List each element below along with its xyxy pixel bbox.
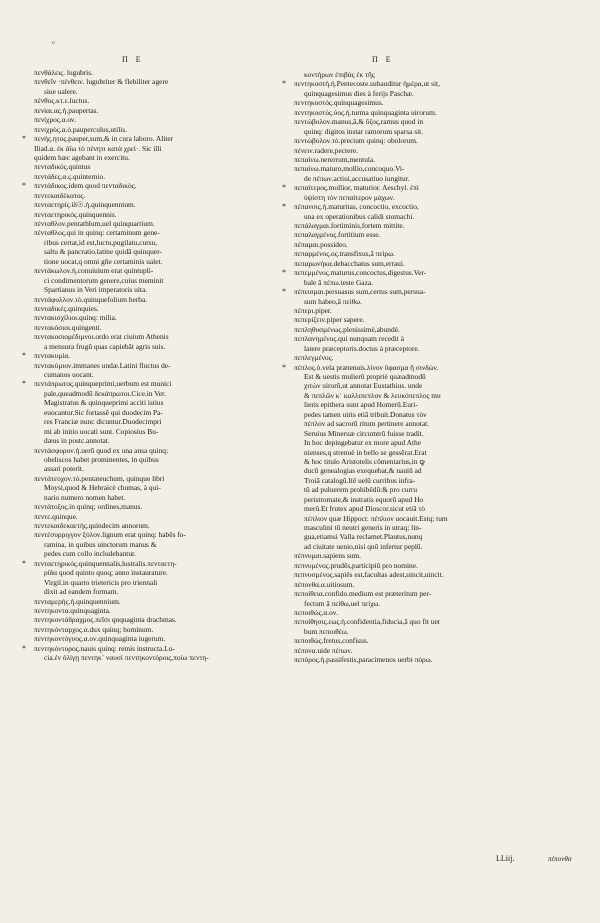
text-line: πεπλεγμένος. bbox=[294, 353, 334, 363]
text-line: πεντάτευχον.τὸ.pentateuchum, quinque libri bbox=[34, 473, 165, 483]
text-line: Magistratus & quinqueprimi acciti istius bbox=[44, 398, 164, 408]
text-line: ci condimentorum genere,cuius meminit bbox=[44, 275, 164, 285]
running-head-right: Π Ε bbox=[372, 55, 394, 64]
right-column bbox=[282, 70, 514, 665]
text-line: pedes cum collo includebantur. bbox=[44, 549, 136, 559]
text-line: πεντηκοστύς.ύος.ἡ.turma quinquaginta uirorum. bbox=[294, 107, 437, 117]
text-line: * πεντακυμία. bbox=[22, 351, 254, 360]
text-line: πεπαίνω.nererrum,mentula. bbox=[294, 154, 376, 164]
text-line: * πέπανσις.ἡ.maturitas, concoctio, excoctio, bbox=[282, 202, 514, 211]
text-line: Iliad.α. ἐκ ἀΐω τὸ πένητι κατὰ χρεί·. Sic illi bbox=[34, 143, 162, 153]
text-line: πεπερίζειν.piper sapere. bbox=[294, 315, 365, 325]
text-line: bum πεποιθέω. bbox=[304, 626, 349, 636]
text-line: πενταδικός.quintus bbox=[34, 162, 91, 172]
text-line: dæus in postc.annotat. bbox=[44, 436, 110, 446]
text-line: πεπόρος.ἡ.passifestis,paracimenos uerbi πόρω. bbox=[294, 655, 433, 665]
text-line: * πέπεισμαι.persuasus sum,certus sum,persua- bbox=[282, 287, 514, 296]
text-line: πενταμερής.ἡ.quinquennium. bbox=[34, 596, 121, 606]
text-line: πενταετηρικός.quinquennis. bbox=[34, 209, 117, 219]
text-line: πεντηκόνταρχος.α.dux quinq; hominum. bbox=[34, 624, 154, 634]
text-line: Spartianus in Veri imperatoris uita. bbox=[44, 285, 148, 295]
text-line: * πενταετηρικός.quinquennalis,lustralis.πενταετη- bbox=[22, 559, 254, 568]
text-line: πεντάσφυρον.ἡ.uerū quod ex una ansa quinq; bbox=[34, 445, 169, 455]
text-line: a mensura frugũ quas capiebãt agris suis. bbox=[44, 341, 166, 351]
text-line: πεντάδες.α.ς.quinternio. bbox=[34, 171, 106, 181]
text-line: πενίχρος.α.ον. bbox=[34, 115, 77, 125]
left-column bbox=[22, 68, 254, 663]
text-line: πεπλανημένος.qui nunquam recedit à bbox=[294, 334, 404, 344]
text-line: fectum ā πείθω,uel πείχω. bbox=[304, 598, 381, 608]
text-line: πεντηκοστός.quinquagesimus. bbox=[294, 98, 384, 108]
text-line: ribus certat,id est,luctu,pugilatu,cursu, bbox=[44, 237, 158, 247]
text-line: πενταετηρίς.ίδ☉.ἡ.quinquennium. bbox=[34, 200, 136, 210]
text-line: * πενής.ητος.pauper,sum,& in cura laboro. Aliter bbox=[22, 134, 254, 143]
text-line: πεντέσυρριγγον ξύλον.lignum erat quinq: habẽs fo- bbox=[34, 530, 186, 540]
catchword: πέπονθα bbox=[548, 855, 572, 863]
text-line: * πεντάδικος.idem quod πενταδικὸς. bbox=[22, 181, 254, 190]
text-line: πέπερι.piper. bbox=[294, 305, 332, 315]
text-line: πέπλιον quæ Hippocr. πέπλιον uocauit.Estq; tum bbox=[304, 513, 448, 523]
text-line: πεπαρωνήκα.debacchatus sum,erraui. bbox=[294, 258, 405, 268]
text-line: πεντηκοντα.quinquaginta. bbox=[34, 605, 111, 615]
text-line: πεντεκαιδεκαετής.quindecim annorum. bbox=[34, 521, 150, 530]
text-line: Est & uestis mulierũ propriè quæadmodũ bbox=[304, 372, 426, 381]
text-line: πεντώβολον.manus,ā,& ὄζος,ramus quod in bbox=[294, 117, 424, 127]
text-line: πεντακοσιομέδιμνοι.ordo erat ciuium Athenis bbox=[34, 332, 169, 342]
text-line: de πέπων.actiui,accusatiuo iungitur. bbox=[304, 173, 410, 183]
text-line: πεποιθὼς.fretus,confisus. bbox=[294, 636, 369, 646]
text-line: sum habeo,ā πείθω. bbox=[304, 296, 362, 306]
text-line: latere præceptoris.doctus à præceptore. bbox=[304, 343, 420, 353]
text-line: πεντάτοξος.in quinq; ordines,manus. bbox=[34, 502, 143, 512]
text-line: πεπαρμένος.ος.transfixus,ā πείρω. bbox=[294, 249, 395, 259]
text-line: ducũ genealogias exequebat,& nauiũ ad bbox=[304, 466, 422, 476]
text-line: ramina, in quibus uinctorum manus & bbox=[44, 539, 157, 549]
text-line: πένταθλον.pentathlum,uel quinquartium. bbox=[34, 219, 155, 228]
text-line: πενταδικές.quinquies. bbox=[34, 303, 99, 313]
text-line: πεπαλαγμένος.fortitium esse. bbox=[294, 230, 381, 240]
text-line: πεντακόσιοι.quingenti. bbox=[34, 322, 102, 332]
text-line: gua,etiamsi Valla reclamet.Plautus,nunq bbox=[304, 532, 423, 542]
text-line: siue ualere. bbox=[44, 86, 78, 96]
text-line: πεντεκαιδέκατος. bbox=[34, 190, 86, 200]
text-line: ρίδα quod quinto quoq; anno instaurature. bbox=[44, 568, 168, 578]
text-line: tione uocat,q omni gñe certaminis ualet. bbox=[44, 256, 163, 266]
text-line: * πεντηκοστή.ἡ.Pentecoste.subauditur ἡμέρα,ut sit, bbox=[282, 79, 514, 88]
text-line: una ex operationibus calidi stomachi. bbox=[304, 211, 415, 221]
text-line: πέπλον ad sacrorũ ritum pertinere annotat. bbox=[304, 419, 430, 429]
text-line: πεντώβολον.τὸ.precium quinq: obolorum. bbox=[294, 136, 418, 146]
text-line: euocantur.Sic fortassẽ qui duodecim Pa- bbox=[44, 407, 163, 417]
text-line: πεντάκωλον.ἡ.conuiuium erat quintupli- bbox=[34, 266, 154, 276]
text-line: Virgil.in quarto trietericis pro triennali bbox=[44, 577, 158, 587]
text-line: obeliscos habet prominentes, in quibus bbox=[44, 454, 159, 464]
text-line: res Franciæ nunc dicuntur.Duodecimpri bbox=[44, 417, 162, 427]
text-line: Moysi,quod & Hebraicè chumas, à qui- bbox=[44, 483, 161, 493]
text-line: κοντήρων ἐπιβὰς ἐκ τῆς bbox=[304, 70, 375, 79]
text-line: tũ ad puluerem prohibẽdũ:& pro curru bbox=[304, 485, 418, 495]
text-line: πενιχρὸς.α.ὁ.pauperculus,utilis. bbox=[34, 124, 128, 134]
text-line: πένθος.κτ.ε.luctus. bbox=[34, 96, 90, 106]
text-line: πέπονα.uide πέπων. bbox=[294, 645, 353, 655]
text-line: nienses,q strenuè in bello se gessẽrat.Erat bbox=[304, 447, 427, 457]
text-line: quinquagesimus dies à ferijs Paschæ. bbox=[304, 88, 414, 98]
text-line: bale ā πέπω.teste Gaza. bbox=[304, 277, 373, 287]
text-line: πένταθλος.qui in quinq: certaminum gene- bbox=[34, 228, 160, 238]
folio-signature: LLiij. bbox=[496, 854, 515, 863]
text-line: πεντακύμιον.immanes undæ.Latini fluctus de- bbox=[34, 360, 171, 370]
text-line: saltu & pancratio.latine quidã quinquer- bbox=[44, 247, 162, 257]
text-line: In hoc depingebatur ex more apud Athe bbox=[304, 438, 421, 448]
text-line: ad ciuitate uenio,nisi quũ infertur peplũ. bbox=[304, 541, 423, 551]
text-line: lieris epithera sunt apud Homerũ.Euri- bbox=[304, 400, 418, 410]
text-line: πεπνυσμένος.sapiẽs est,facultas adest,uincit,uincit. bbox=[294, 570, 444, 580]
text-line: πέπαμαι.possideo. bbox=[294, 239, 348, 249]
text-line: πεντηκοντόγυος.α.ον.quinquaginta iugerum. bbox=[34, 634, 166, 644]
text-line: πεντάφυλλον.τὸ.quinquefolium herba. bbox=[34, 294, 148, 304]
text-line: χιτὼν uirorũ,ut annotat Eustathius. unde bbox=[304, 381, 423, 391]
text-line: mi ab initio uocati sunt. Copiosius Bu- bbox=[44, 426, 159, 436]
text-line: peristromate,& instratis equorũ apud Ho bbox=[304, 494, 424, 504]
text-line: * πεπαίτερος.mollior, maturior. Aeschyl. ἐπὶ bbox=[282, 183, 514, 192]
text-line: πεντακισχίλιοι.quinq: milia. bbox=[34, 313, 117, 323]
text-line: πεντε.quinque. bbox=[34, 511, 78, 521]
text-line: pale,queadmodũ δεκάπρωτοι.Cice.in Ver. bbox=[44, 388, 166, 398]
text-line: * πεντηκόντορος.nauis quinq: remis instructa.Lu- bbox=[22, 644, 254, 653]
text-line: πεπνυμένος.prudẽs,participiũ pro nomine. bbox=[294, 560, 418, 570]
text-line: & πεπλῶν κ᾽ καλλιπεπλον & λευκόπεπλος mu bbox=[304, 390, 441, 400]
text-line: πενθάλεις. lugubris. bbox=[34, 68, 93, 77]
text-line: * πέπλος.ὁ.vela prætenuis.λίνον ὕφασμα ἢ σινδὼν. bbox=[282, 363, 514, 372]
text-line: πενθεῖν ·πένθειν. lugubriter & flebiliter agere bbox=[34, 77, 169, 87]
text-line: & hoc titulo Aristotelis cõmentarius,in ꝙ bbox=[304, 456, 425, 466]
text-line: cumanos uocant. bbox=[44, 370, 94, 379]
text-line: πεπαίνω.maturo,mollio,concoquo.Vi- bbox=[294, 164, 405, 174]
text-line: Seruius Mineruæ circumtrũ fuisse tradit. bbox=[304, 428, 424, 438]
running-head-left: Π Ε bbox=[122, 55, 144, 64]
text-line: pedes tamen uiris etiā tribuit.Donatus τὸν bbox=[304, 409, 427, 419]
text-line: πεποίθησις.εως.ἡ.confidentia,fiducia,ā quo fit uer bbox=[294, 617, 441, 627]
text-line: quidem hæc agebant in exercitu. bbox=[34, 152, 130, 162]
text-line: πεποίθεια.confido.medium est præteritum per- bbox=[294, 589, 432, 599]
text-line: πενίαι.ας.ἡ.paupertas. bbox=[34, 105, 99, 115]
margin-mark: ᶜ bbox=[52, 40, 56, 50]
text-line: masculini tũ neutri generis in utraq; lin- bbox=[304, 523, 422, 532]
text-line: quinq: digitos instar ramorum sparsa sit. bbox=[304, 126, 424, 136]
text-line: πεντηκοντάδραχμος.πεῖσι qnquaginta drachmas. bbox=[34, 615, 177, 625]
text-line: merũ.Et frutex apud Dioscor.sicut etiā τὸ bbox=[304, 504, 425, 514]
text-line: πεποιθώς.α.ον. bbox=[294, 607, 339, 617]
text-line: πέπνυμαι.sapiens sum. bbox=[294, 551, 362, 561]
text-line: nario numero nomen habet. bbox=[44, 492, 126, 502]
text-line: πεπληθυσμένως.plenissimè,abundè. bbox=[294, 324, 400, 334]
text-line: ὑψίστη τὸν πεπαίτερον μάχων. bbox=[304, 192, 395, 202]
text-line: * πεντάπρωτος.quinqueprimi,uerbum est munici bbox=[22, 379, 254, 388]
text-line: cia.ἐν ὁλίγῃ πεντηκ᾽ ναυσὶ πεντηκοντόροις,ποίω πεντη- bbox=[44, 653, 209, 663]
text-line: Troiā catalogũ.Itẽ uelũ curribus infra- bbox=[304, 475, 416, 485]
text-line: πένειν.radere,pectere. bbox=[294, 145, 358, 155]
text-line: dixit ad eandem formam. bbox=[44, 587, 119, 597]
text-line: * πεπεμμένος.maturus,concoctus,digestus.Ver- bbox=[282, 268, 514, 277]
text-line: πεπάλαγμαι.fortiminis,fortem mittite. bbox=[294, 221, 405, 230]
text-line: assari poterit. bbox=[44, 464, 84, 474]
text-line: πέπονθα.α.uitiosum. bbox=[294, 579, 355, 589]
